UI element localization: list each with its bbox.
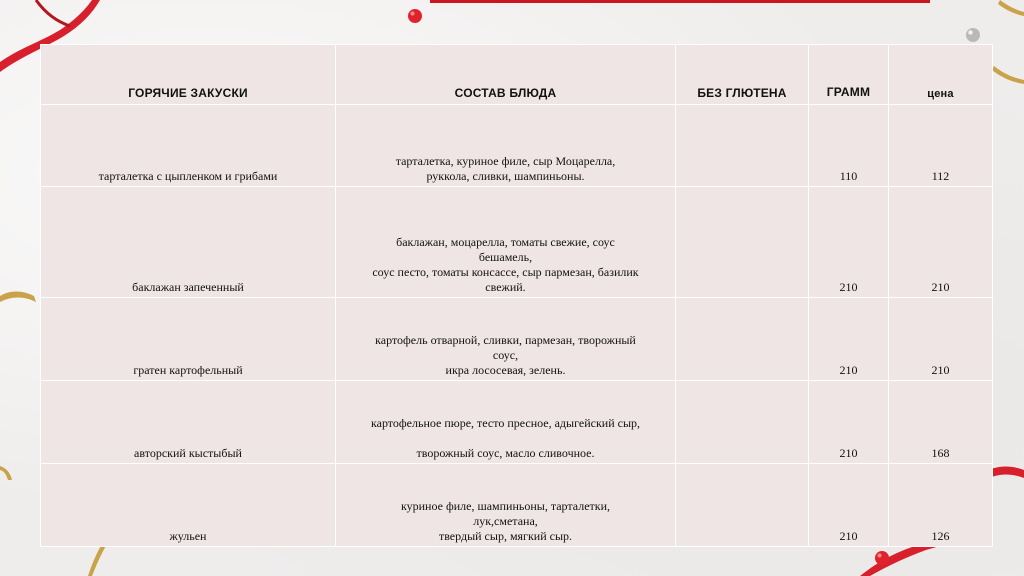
composition-line: картофельное пюре, тесто пресное, адыгейский сыр, [370,416,640,430]
composition-line: икра лососевая, зелень. [445,363,566,377]
dish-composition [336,381,676,464]
grams-value: 210 [809,464,889,547]
price-value: 112 [889,105,993,187]
grams-value: 110 [809,105,889,187]
composition-line: свежий. [485,280,526,294]
price-value: 210 [889,187,993,298]
composition-line: лук,сметана, [473,514,538,528]
table-row [41,105,993,187]
header-price: цена [889,45,993,105]
header-gluten-free: БЕЗ ГЛЮТЕНА [676,45,809,105]
dish-name: тарталетка с цыпленком и грибами [41,105,336,187]
gluten-free-cell [676,105,809,187]
table-row [41,381,993,464]
table-row [41,187,993,298]
ornament-ball-silver-decoration [962,24,984,46]
dish-name: авторский кыстыбый [41,381,336,464]
dish-name: жульен [41,464,336,547]
price-value: 126 [889,464,993,547]
composition-line: соус песто, томаты консассе, сыр пармезан, базилик [372,265,639,279]
dish-name: гратен картофельный [41,298,336,381]
dish-composition [336,187,676,298]
grams-value: 210 [809,381,889,464]
ornament-ball-red-decoration [405,6,425,26]
header-composition: СОСТАВ БЛЮДА [336,45,676,105]
composition-line: бешамель, [478,250,533,264]
grams-value: 210 [809,187,889,298]
gluten-free-cell [676,298,809,381]
header-dish: ГОРЯЧИЕ ЗАКУСКИ [41,45,336,105]
table-row [41,298,993,381]
ribbon-left-gold-decoration [0,286,40,316]
dish-composition [336,105,676,187]
composition-line: куриное филе, шампиньоны, тарталетки, [400,499,611,513]
composition-line: баклажан, моцарелла, томаты свежие, соус [396,235,615,249]
composition-line: тарталетка, куриное филе, сыр Моцарелла, [395,154,616,168]
table-row [41,464,993,547]
dish-name: баклажан запеченный [41,187,336,298]
price-value: 210 [889,298,993,381]
table-header-row [41,45,993,105]
menu-table [40,44,993,547]
composition-line: творожный соус, масло сливочное. [416,446,595,460]
composition-line: соус, [492,348,519,362]
composition-line: руккола, сливки, шампиньоны. [426,169,585,183]
dish-composition [336,298,676,381]
composition-line [342,431,669,446]
header-grams: ГРАММ [809,45,889,105]
dish-composition [336,464,676,547]
grams-value: 210 [809,298,889,381]
gluten-free-cell [676,381,809,464]
ribbon-top-bar-decoration [430,0,930,6]
gluten-free-cell [676,187,809,298]
price-value: 168 [889,381,993,464]
composition-line: картофель отварной, сливки, пармезан, творожный [375,333,636,347]
gluten-free-cell [676,464,809,547]
ribbon-right-gold-decoration [990,0,1024,90]
composition-line: твердый сыр, мягкий сыр. [438,529,573,543]
ribbon-left-small-decoration [0,462,16,480]
